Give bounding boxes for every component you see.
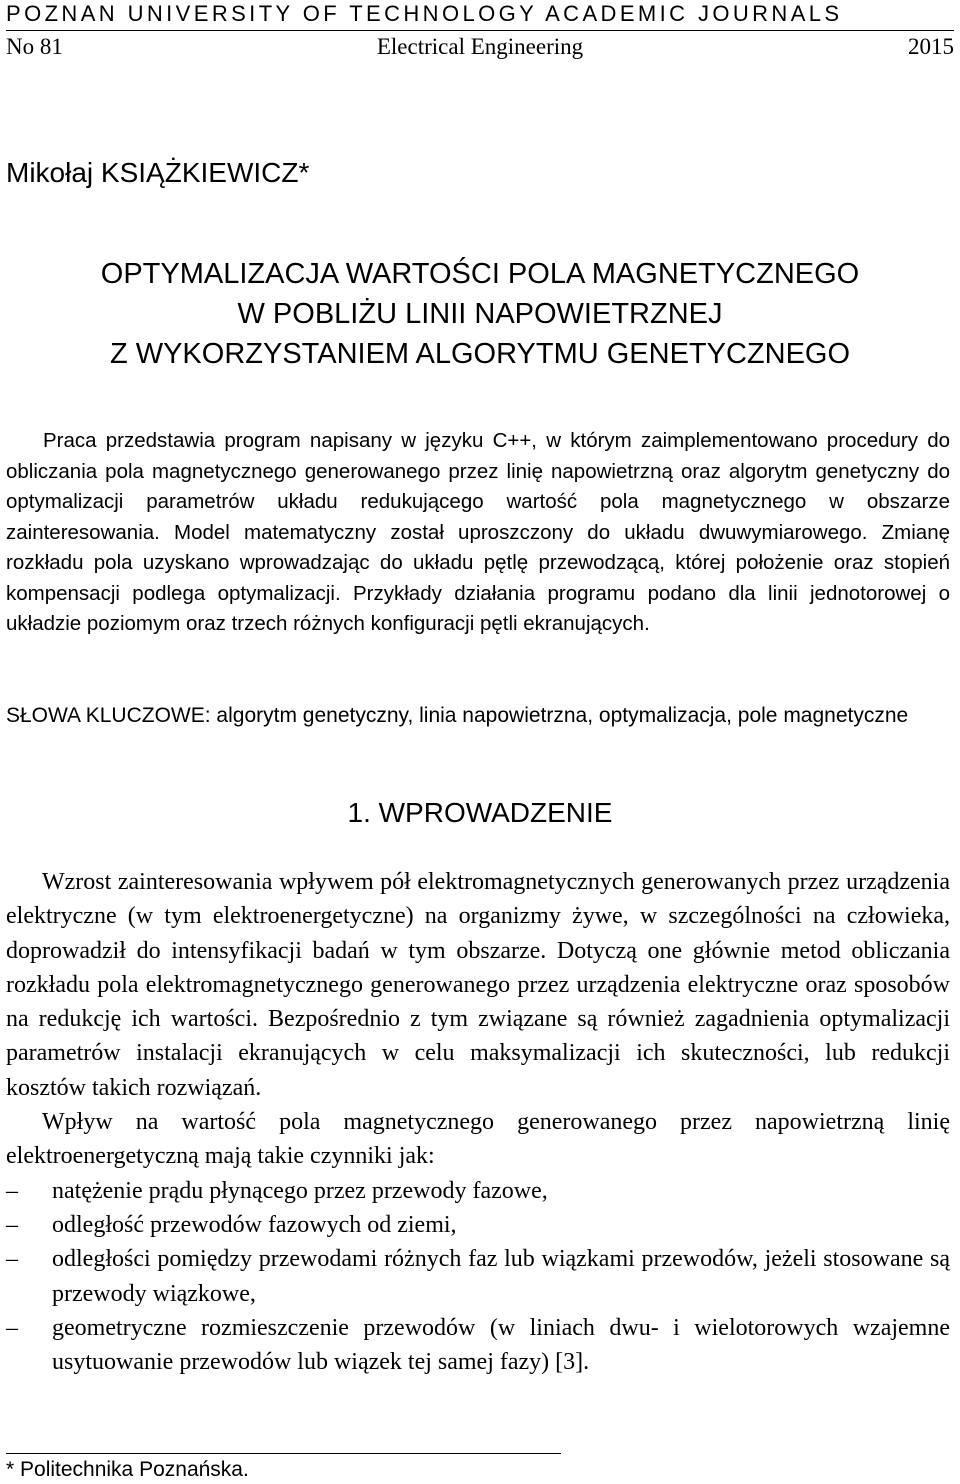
paper-title [0,254,960,374]
title-line: Z WYKORZYSTANIEM ALGORYTMU GENETYCZNEGO [109,338,851,370]
list-item-text: geometryczne rozmieszczenie przewodów (w liniach dwu- i wielotorowych wzajemne usytuowanie przewodów lub wiązek tej samej fazy) [3]. [52,1314,950,1376]
keywords: SŁOWA KLUCZOWE: algorytm genetyczny, linia napowietrzna, optymalizacja, pole magnetyczne [6,704,909,727]
list-item-text: odległości pomiędzy przewodami różnych faz lub wiązkami przewodów, jeżeli stosowane są przewody wiązkowe, [52,1246,950,1307]
issue-number: No 81 [6,34,63,59]
dash-bullet: – [6,1211,18,1238]
issue-row [6,32,954,62]
factor-list [6,1174,950,1380]
dash-bullet: – [6,1314,18,1341]
issue-year: 2015 [908,34,954,59]
section-heading: 1. WPROWADZENIE [347,797,613,828]
body-paragraph: Wpływ na wartość pola magnetycznego generowanego przez napowietrzną linię elektroenergetyczną mają takie czynniki jak: [6,1109,950,1170]
footnote-rule [6,1453,561,1454]
list-item-text: odległość przewodów fazowych od ziemi, [52,1211,457,1238]
body-paragraph: Wzrost zainteresowania wpływem pół elektromagnetycznych generowanych przez urządzenia elektryczne (w tym elektroenergetyczne) na organizmy żywe, w szczególności na człowieka, doprowadził do intensyfikacji badań w tym obszarze. Dotyczą one głównie metod obliczania rozkładu pola elektromagnetycznego generowanego przez urządzenia elektryczne oraz sposobów na redukcję ich wartości. Bezpośrednio z tym związane są również zagadnienia optymalizacji parametrów instalacji ekranujących w celu maksymalizacji ich skuteczności, lub redukcji kosztów takich rozwiązań. [6,869,950,1101]
title-line: W POBLIŻU LINII NAPOWIETRZNEJ [237,298,723,330]
dash-bullet: – [6,1177,18,1204]
list-item [6,1242,950,1311]
abstract-text: Praca przedstawia program napisany w języku C++, w którym zaimplementowano procedury do obliczania pola magnetycznego generowanego przez linię napowietrzną oraz algorytm genetyczny do optymalizacji parametrów układu redukującego wartość pola magnetycznego w obszarze zainteresowania. Model matematyczny został uproszczony do układu dwuwymiarowego. Zmianę rozkładu pola uzyskano wprowadzając do układu pętlę przewodzącą, której położenie oraz stopień kompensacji podlega optymalizacji. Przykłady działania programu podano dla linii jednotorowej o układzie poziomym oraz trzech różnych konfiguracji pętli ekranujących. [6,429,950,635]
list-item [6,1208,950,1242]
list-item [6,1174,950,1208]
title-line: OPTYMALIZACJA WARTOŚCI POLA MAGNETYCZNEGO [100,258,860,290]
list-item [6,1311,950,1380]
footnote: * Politechnika Poznańska. [6,1458,249,1481]
author-name: Mikołaj KSIĄŻKIEWICZ* [6,157,310,188]
abstract [6,426,950,640]
section-body [6,865,950,1379]
journal-field: Electrical Engineering [376,34,584,59]
dash-bullet: – [6,1246,18,1273]
journal-name: POZNAN UNIVERSITY OF TECHNOLOGY ACADEMIC JOURNALS [6,1,843,26]
header-rule [6,30,954,31]
list-item-text: natężenie prądu płynącego przez przewody fazowe, [52,1177,548,1204]
